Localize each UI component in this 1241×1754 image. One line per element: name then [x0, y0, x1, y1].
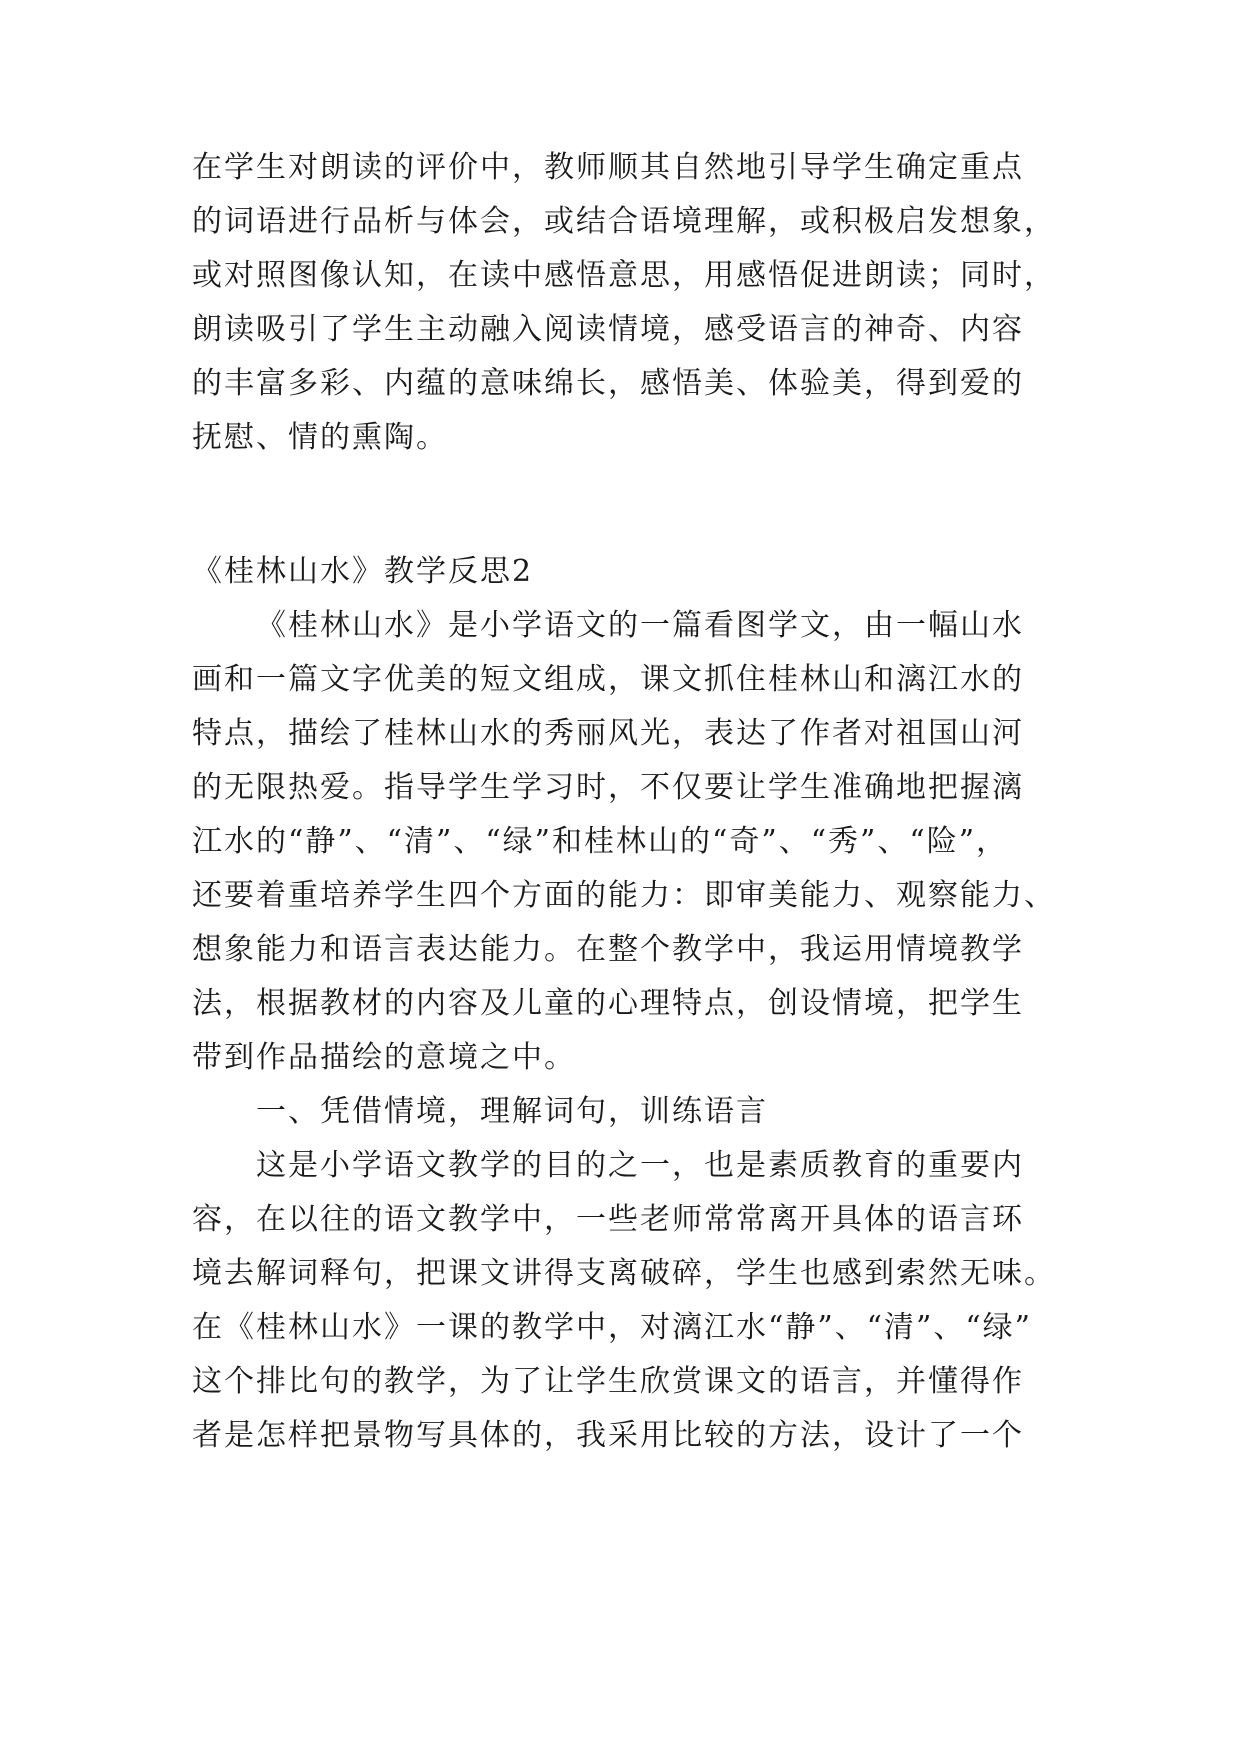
paragraph-1-line-2: 的词语进行品析与体会，或结合语境理解，或积极启发想象，: [192, 204, 1056, 239]
paragraph-3-line-4: 在《桂林山水》一课的教学中，对漓江水“静”、“清”、“绿”: [192, 1310, 1033, 1345]
paragraph-3-line-5: 这个排比句的教学，为了让学生欣赏课文的语言，并懂得作: [192, 1364, 1024, 1399]
paragraph-2-line-9: 带到作品描绘的意境之中。: [192, 1040, 576, 1075]
paragraph-3-line-6: 者是怎样把景物写具体的，我采用比较的方法，设计了一个: [192, 1418, 1024, 1453]
paragraph-3-line-2: 容，在以往的语文教学中，一些老师常常离开具体的语言环: [192, 1202, 1024, 1237]
paragraph-3-line-1: 这是小学语文教学的目的之一，也是素质教育的重要内: [256, 1148, 1024, 1183]
paragraph-3-line-3: 境去解词释句，把课文讲得支离破碎，学生也感到索然无味。: [192, 1256, 1056, 1291]
paragraph-2-line-7: 想象能力和语言表达能力。在整个教学中，我运用情境教学: [192, 932, 1024, 967]
paragraph-2-line-2: 画和一篇文字优美的短文组成，课文抓住桂林山和漓江水的: [192, 662, 1024, 697]
paragraph-1-line-1: 在学生对朗读的评价中，教师顺其自然地引导学生确定重点: [192, 150, 1024, 185]
paragraph-2-line-5: 江水的“静”、“清”、“绿”和桂林山的“奇”、“秀”、“险”，: [192, 824, 1009, 859]
section-title: 《桂林山水》教学反思2: [192, 554, 534, 589]
paragraph-1-line-6: 抚慰、情的熏陶。: [192, 420, 448, 455]
paragraph-2-line-4: 的无限热爱。指导学生学习时，不仅要让学生准确地把握漓: [192, 770, 1024, 805]
paragraph-2-line-6: 还要着重培养学生四个方面的能力：即审美能力、观察能力、: [192, 878, 1056, 913]
paragraph-2-line-1: 《桂林山水》是小学语文的一篇看图学文，由一幅山水: [256, 608, 1024, 643]
paragraph-2-line-3: 特点，描绘了桂林山水的秀丽风光，表达了作者对祖国山河: [192, 716, 1024, 751]
paragraph-2-line-8: 法，根据教材的内容及儿童的心理特点，创设情境，把学生: [192, 986, 1024, 1021]
paragraph-1-line-3: 或对照图像认知，在读中感悟意思，用感悟促进朗读；同时，: [192, 258, 1056, 293]
heading-1: 一、凭借情境，理解词句，训练语言: [256, 1094, 768, 1129]
paragraph-1-line-4: 朗读吸引了学生主动融入阅读情境，感受语言的神奇、内容: [192, 312, 1024, 347]
paragraph-1-line-5: 的丰富多彩、内蕴的意味绵长，感悟美、体验美，得到爱的: [192, 366, 1024, 401]
